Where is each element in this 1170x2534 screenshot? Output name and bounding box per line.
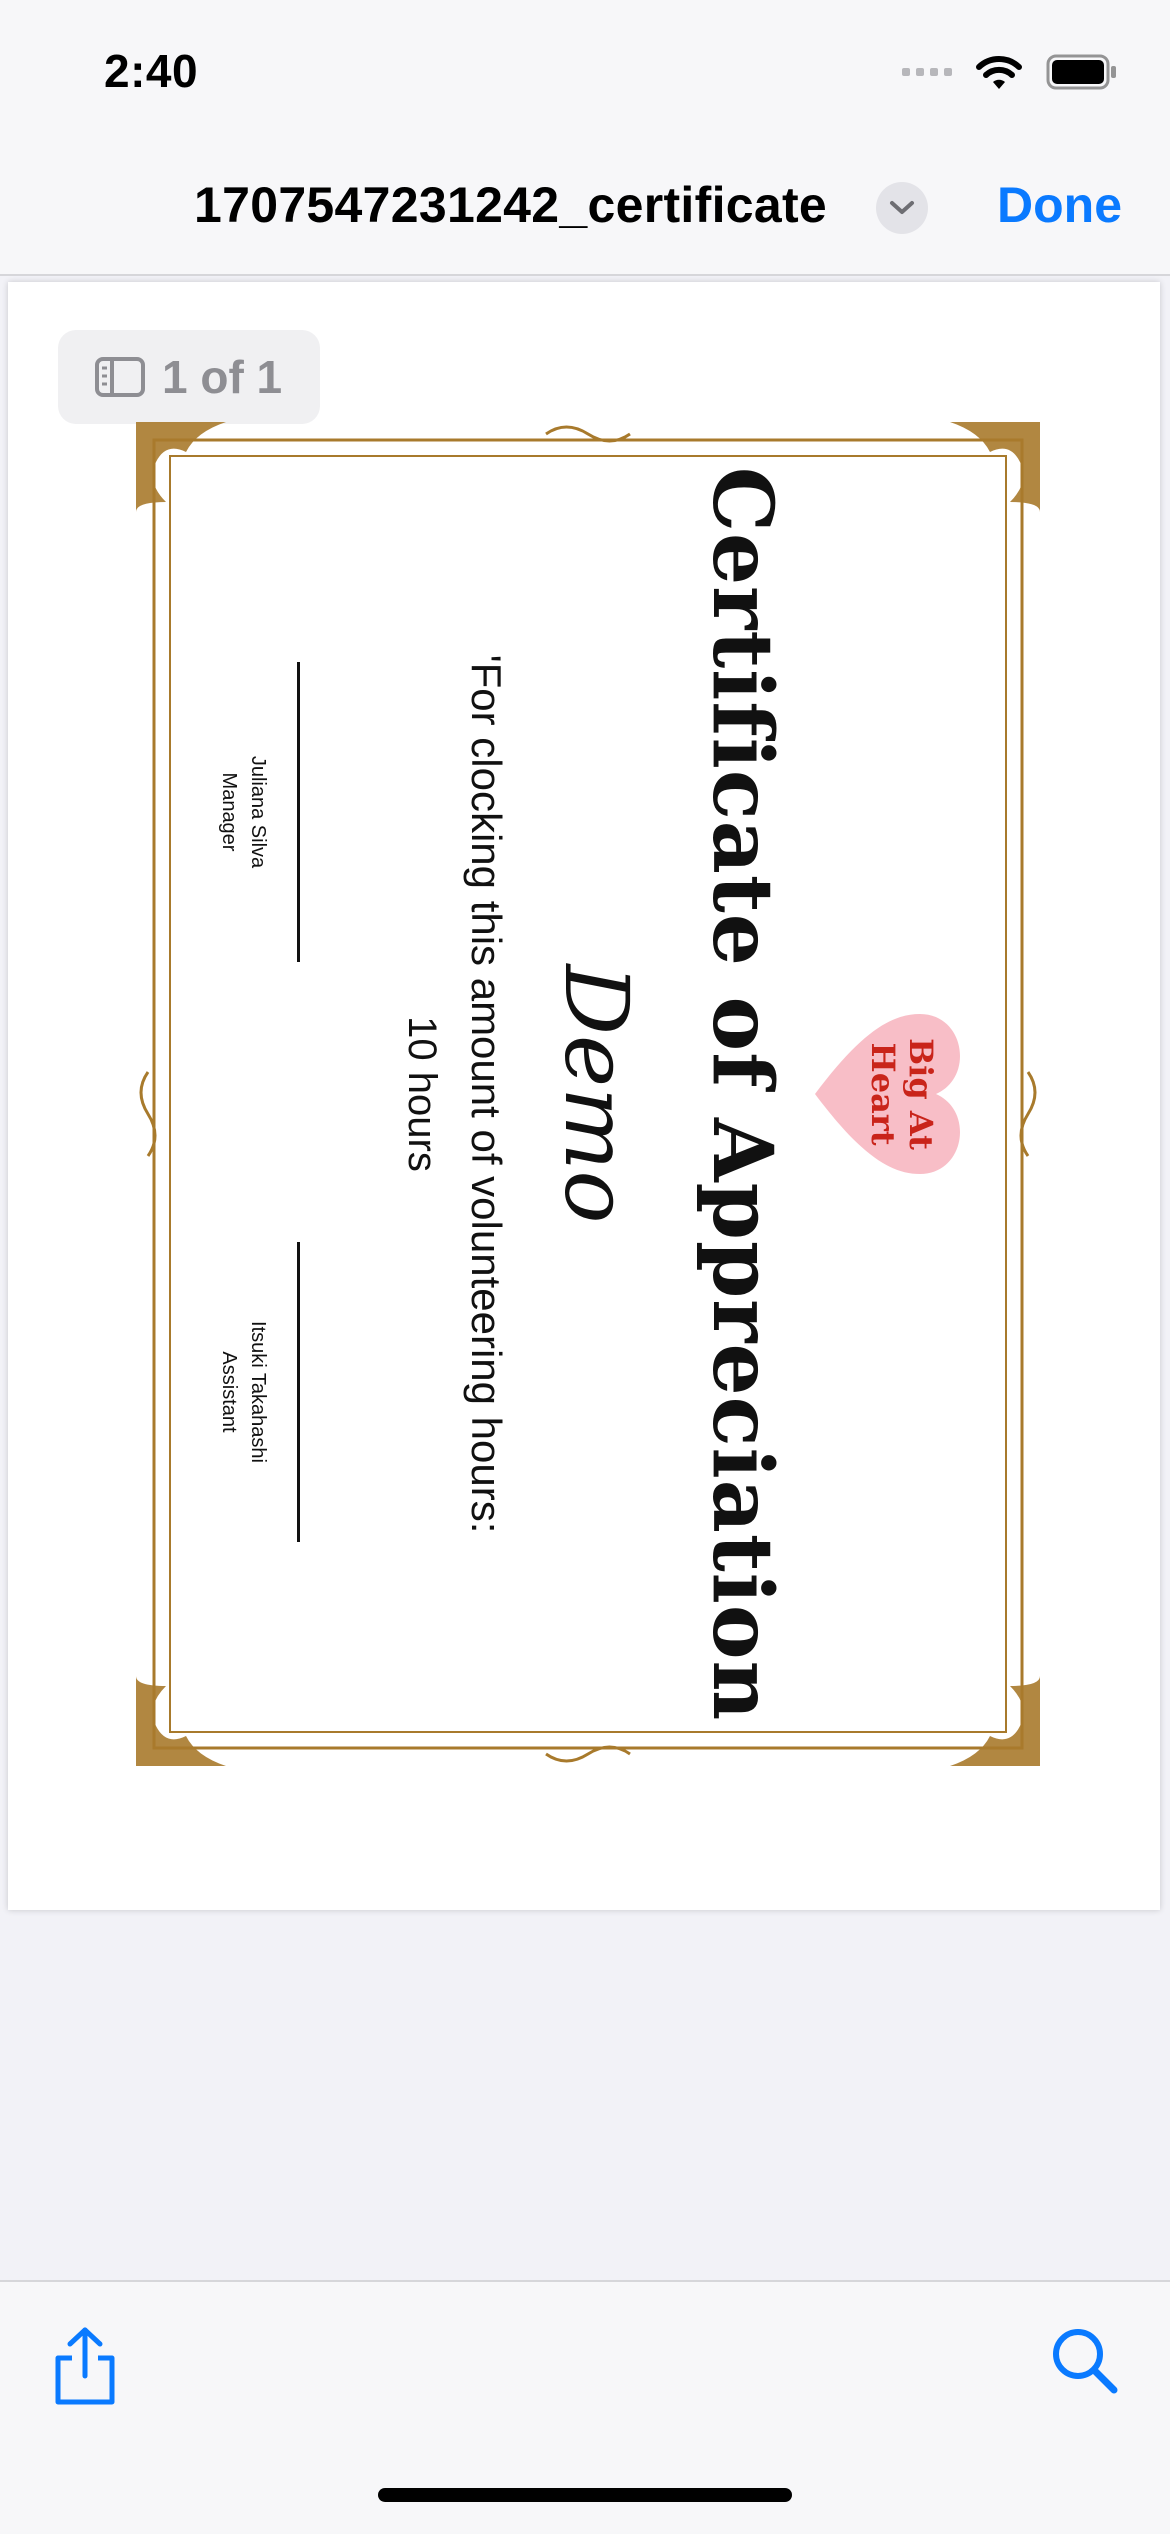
signature-line bbox=[297, 1242, 300, 1542]
document-page[interactable] bbox=[8, 282, 1160, 1910]
signer-name: Juliana Silva bbox=[247, 755, 269, 869]
badge-line-1: Big At bbox=[902, 1038, 940, 1150]
home-indicator[interactable] bbox=[378, 2488, 792, 2502]
chevron-down-icon bbox=[889, 200, 915, 216]
status-time: 2:40 bbox=[104, 45, 199, 97]
signer-name: Itsuki Takahashi bbox=[247, 1321, 269, 1463]
badge-line-2: Heart bbox=[864, 1042, 902, 1146]
share-icon bbox=[50, 2324, 120, 2408]
signature-block-1 bbox=[217, 662, 300, 962]
wifi-icon bbox=[974, 53, 1024, 91]
volunteer-hours: 10 hours bbox=[400, 1016, 444, 1172]
battery-icon bbox=[1046, 54, 1118, 90]
signer-role: Assistant bbox=[218, 1351, 240, 1433]
title-menu-button[interactable] bbox=[876, 182, 928, 234]
certificate-content bbox=[136, 422, 1040, 1766]
signer-role: Manager bbox=[218, 772, 240, 852]
recipient-name: Demo bbox=[545, 964, 648, 1224]
search-icon bbox=[1048, 2324, 1120, 2396]
page-counter[interactable] bbox=[58, 330, 320, 424]
page-counter-label: 1 of 1 bbox=[162, 351, 283, 403]
certificate bbox=[136, 422, 1040, 1766]
top-bar bbox=[0, 0, 1170, 276]
signature-line bbox=[297, 662, 300, 962]
certificate-title: Certificate of Appreciation bbox=[694, 466, 790, 1722]
status-icons bbox=[902, 52, 1118, 92]
certificate-reason: 'For clocking this amount of volunteering hours: bbox=[463, 654, 510, 1534]
document-title[interactable]: 1707547231242_certificate bbox=[194, 177, 828, 233]
share-button[interactable] bbox=[50, 2324, 120, 2408]
signal-icon bbox=[902, 68, 952, 76]
search-button[interactable] bbox=[1048, 2324, 1120, 2396]
big-at-heart-badge bbox=[810, 1014, 960, 1174]
sidebar-icon bbox=[94, 356, 146, 398]
signature-block-2 bbox=[217, 1242, 300, 1542]
done-button[interactable]: Done bbox=[997, 177, 1122, 233]
